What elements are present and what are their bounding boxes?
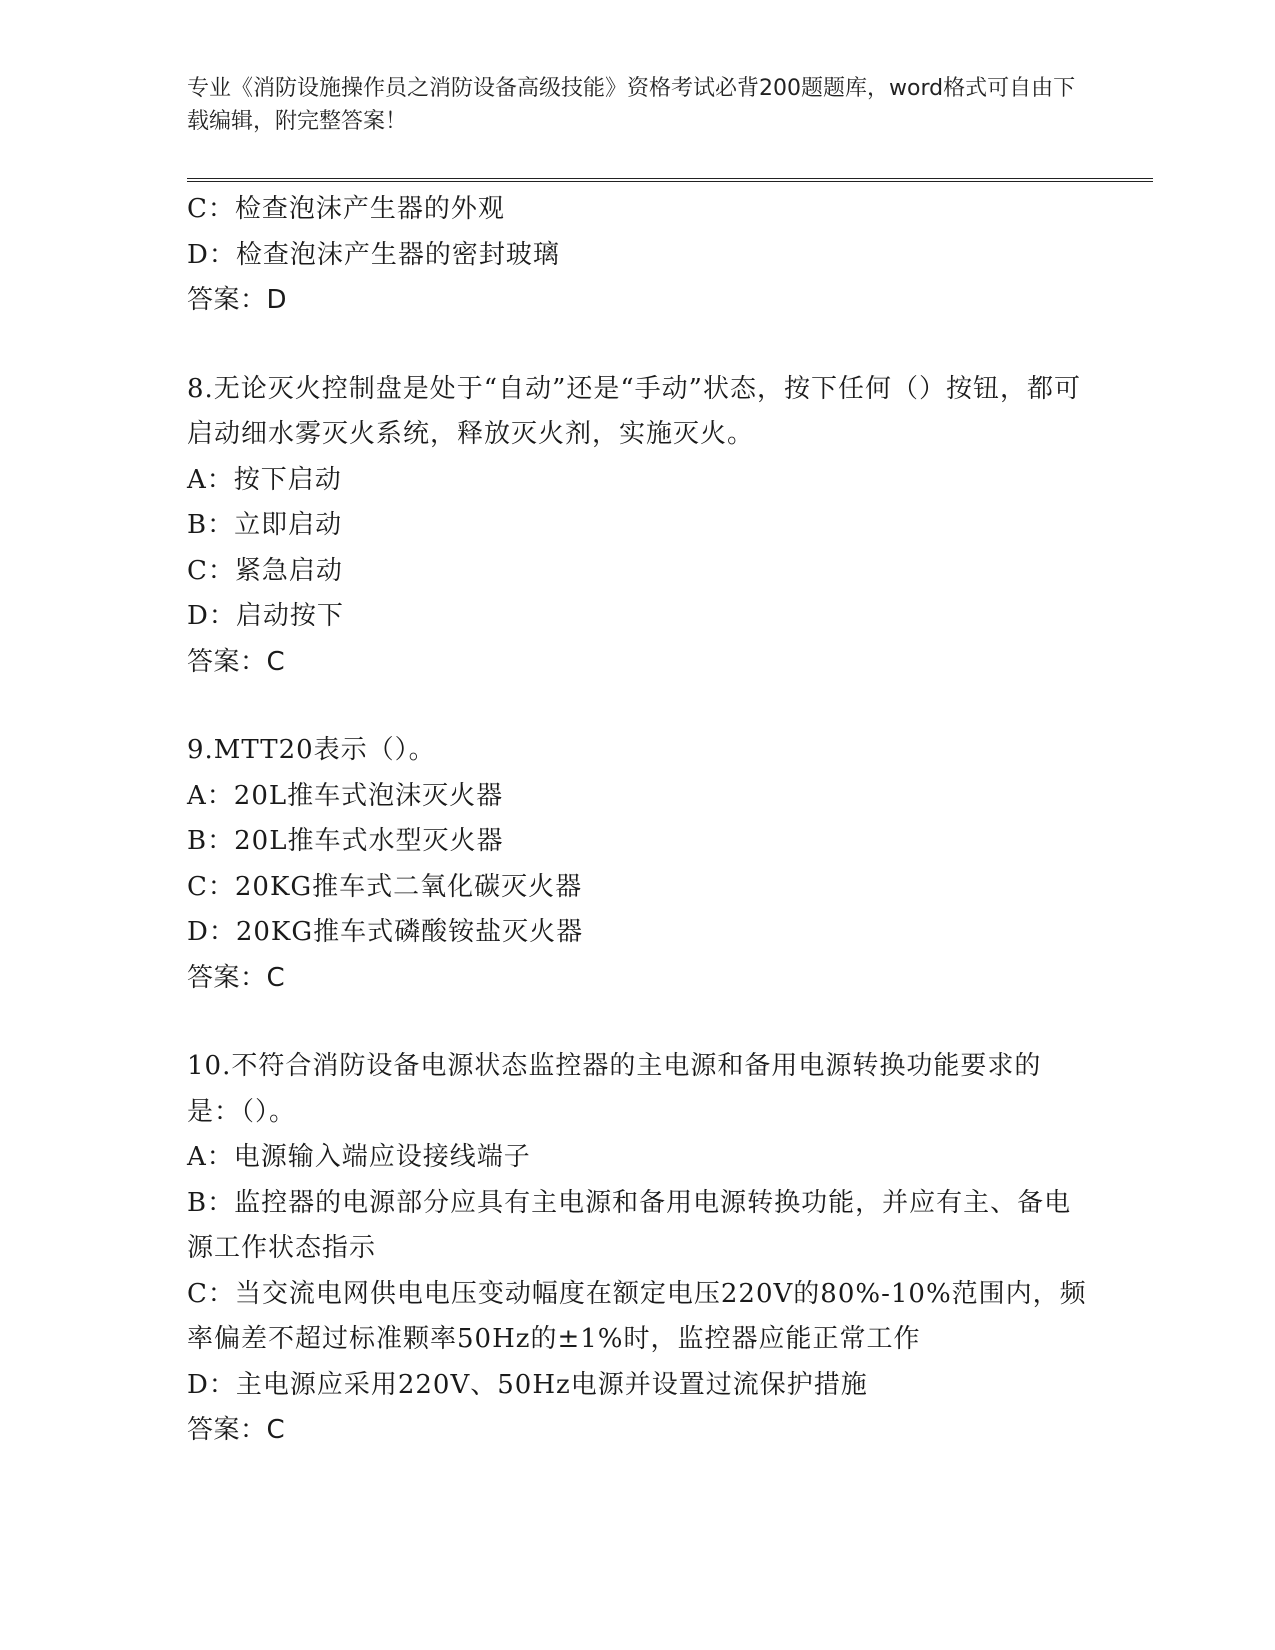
question-partial: [187, 187, 1087, 324]
option-d: D：20KG推车式磷酸铵盐灭火器: [187, 917, 584, 947]
question-list: [187, 187, 1087, 1454]
question-10: [187, 1044, 1087, 1454]
header-text: 专业《消防设施操作员之消防设备高级技能》资格考试必背200题题库，word格式可自由下载编辑，附完整答案！: [187, 76, 1076, 134]
option-b: B：监控器的电源部分应具有主电源和备用电源转换功能，并应有主、备电源工作状态指示: [187, 1187, 1072, 1263]
option-d: D：主电源应采用220V、50Hz电源并设置过流保护措施: [187, 1369, 868, 1400]
question-stem: 8.无论灭火控制盘是处于“自动”还是“手动”状态，按下任何（）按钮，都可启动细水雾灭火系统，释放灭火剂，实施灭火。: [187, 373, 1081, 449]
option-a: A：电源输入端应设接线端子: [187, 1142, 531, 1172]
option-a: A：20L推车式泡沫灭火器: [187, 780, 504, 811]
question-9: [187, 728, 1087, 1001]
option-d: D：检查泡沫产生器的密封玻璃: [187, 239, 560, 270]
question-stem: 9.MTT20表示（）。: [187, 735, 436, 765]
answer-line: 答案：C: [187, 1415, 286, 1445]
spacer: [187, 685, 1087, 728]
option-d: D：启动按下: [187, 601, 344, 631]
answer-line: 答案：D: [187, 285, 288, 315]
option-b: B：立即启动: [187, 510, 343, 540]
spacer: [187, 324, 1087, 367]
option-c: C：检查泡沫产生器的外观: [187, 194, 505, 224]
option-c: C：20KG推车式二氧化碳灭火器: [187, 871, 583, 902]
document-header: [187, 72, 1087, 138]
answer-line: 答案：C: [187, 646, 286, 677]
option-c: C：紧急启动: [187, 555, 343, 586]
header-divider: [187, 178, 1153, 182]
option-a: A：按下启动: [187, 464, 342, 495]
spacer: [187, 1001, 1087, 1044]
option-c: C：当交流电网供电电压变动幅度在额定电压220V的80%-10%范围内，频率偏差不超过标准颗率50Hz的±1%时，监控器应能正常工作: [187, 1278, 1087, 1354]
question-8: [187, 367, 1087, 686]
option-b: B：20L推车式水型灭火器: [187, 826, 504, 856]
answer-line: 答案：C: [187, 962, 286, 993]
question-stem: 10.不符合消防设备电源状态监控器的主电源和备用电源转换功能要求的是：（）。: [187, 1051, 1042, 1127]
